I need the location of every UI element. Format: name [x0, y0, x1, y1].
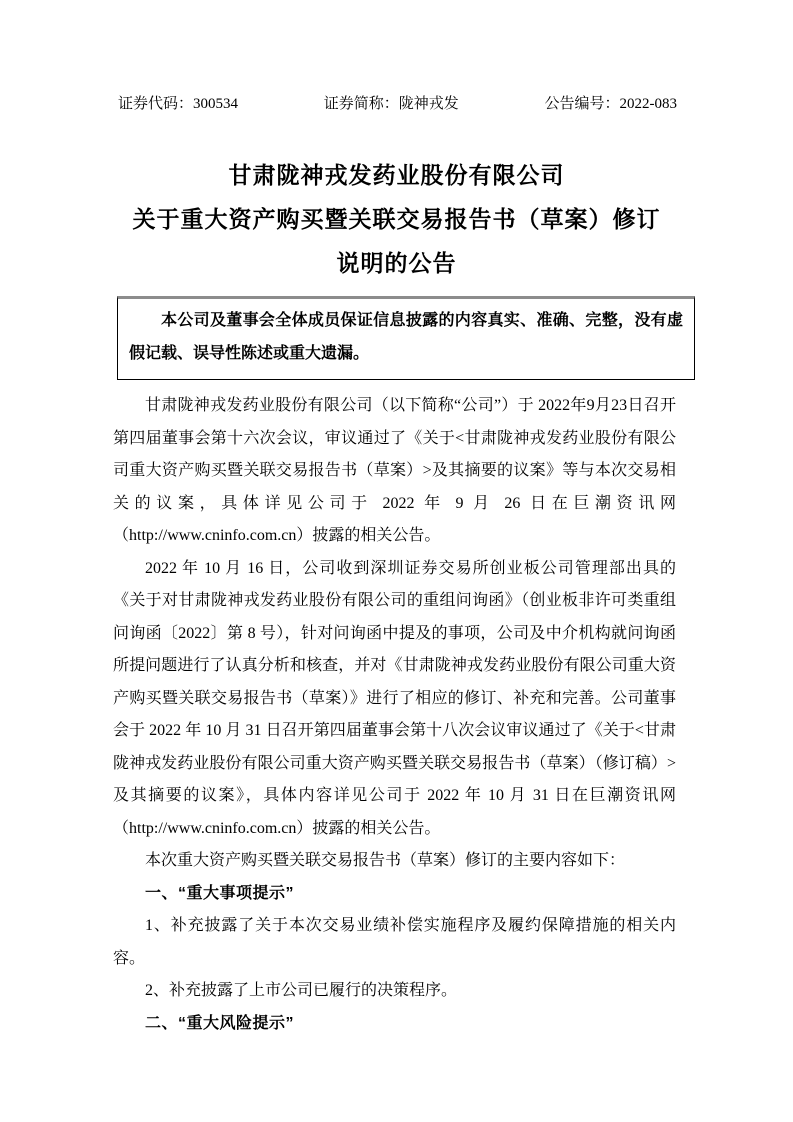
- stock-code: 证券代码：300534: [118, 96, 239, 112]
- declaration-box: [117, 296, 695, 380]
- document-header: [118, 94, 677, 114]
- title-line-2: 关于重大资产购买暨关联交易报告书（草案）修订: [132, 207, 661, 232]
- document-body: [113, 390, 676, 1040]
- section-heading-major-risks: 二、“重大风险提示”: [145, 1014, 295, 1032]
- announcement-number: 公告编号：2022-083: [544, 96, 677, 112]
- stock-short-name: 证券简称：陇神戎发: [323, 96, 459, 112]
- paragraph-inquiry-letter-revision: 2022 年 10 月 16 日，公司收到深圳证券交易所创业板公司管理部出具的《关于对甘肃陇神戎发药业股份有限公司的重组问询函》（创业板非许可类重组问询函〔2022〕第 8 号），针对问询函中提及的事项，公司及中介机构就问询函所提问题进行了认真分析和核查，并对《甘肃陇神戎发药业股份有限公司重大资产购买暨关联交易报告书（草案）》进行了相应的修订、补充和完善。公司董事会于 2022 年 10 月 31 日召开第四届董事会第十八次会议审议通过了《关于<甘肃陇神戎发药业股份有限公司重大资产购买暨关联交易报告书（草案）（修订稿）>及其摘要的议案》，具体内容详见公司于 2022 年 10 月 31 日在巨潮资讯网（http://www.cninfo.com.cn）披露的相关公告。: [113, 559, 676, 837]
- list-item-1: 1、补充披露了关于本次交易业绩补偿实施程序及履约保障措施的相关内容。: [113, 917, 676, 967]
- title-line-3: 说明的公告: [336, 251, 457, 276]
- paragraph-board-meeting-16: 甘肃陇神戎发药业股份有限公司（以下简称“公司”）于 2022年9月23日召开第四届董事会第十六次会议，审议通过了《关于<甘肃陇神戎发药业股份有限公司重大资产购买暨关联交易报告书（草案）>及其摘要的议案》等与本次交易相关的议案，具体详见公司于 2022 年 9 月 26 日在巨潮资讯网（http://www.cninfo.com.cn）披露的相关公告。: [113, 397, 676, 544]
- declaration-text: 本公司及董事会全体成员保证信息披露的内容真实、准确、完整，没有虚假记载、误导性陈述或重大遗漏。: [129, 312, 683, 362]
- document-title: [0, 154, 793, 286]
- section-heading-major-matters: 一、“重大事项提示”: [145, 884, 295, 902]
- list-item-2: 2、补充披露了上市公司已履行的决策程序。: [145, 982, 458, 999]
- title-line-1: 甘肃陇神戎发药业股份有限公司: [228, 163, 565, 188]
- revision-intro-line: 本次重大资产购买暨关联交易报告书（草案）修订的主要内容如下：: [145, 852, 626, 869]
